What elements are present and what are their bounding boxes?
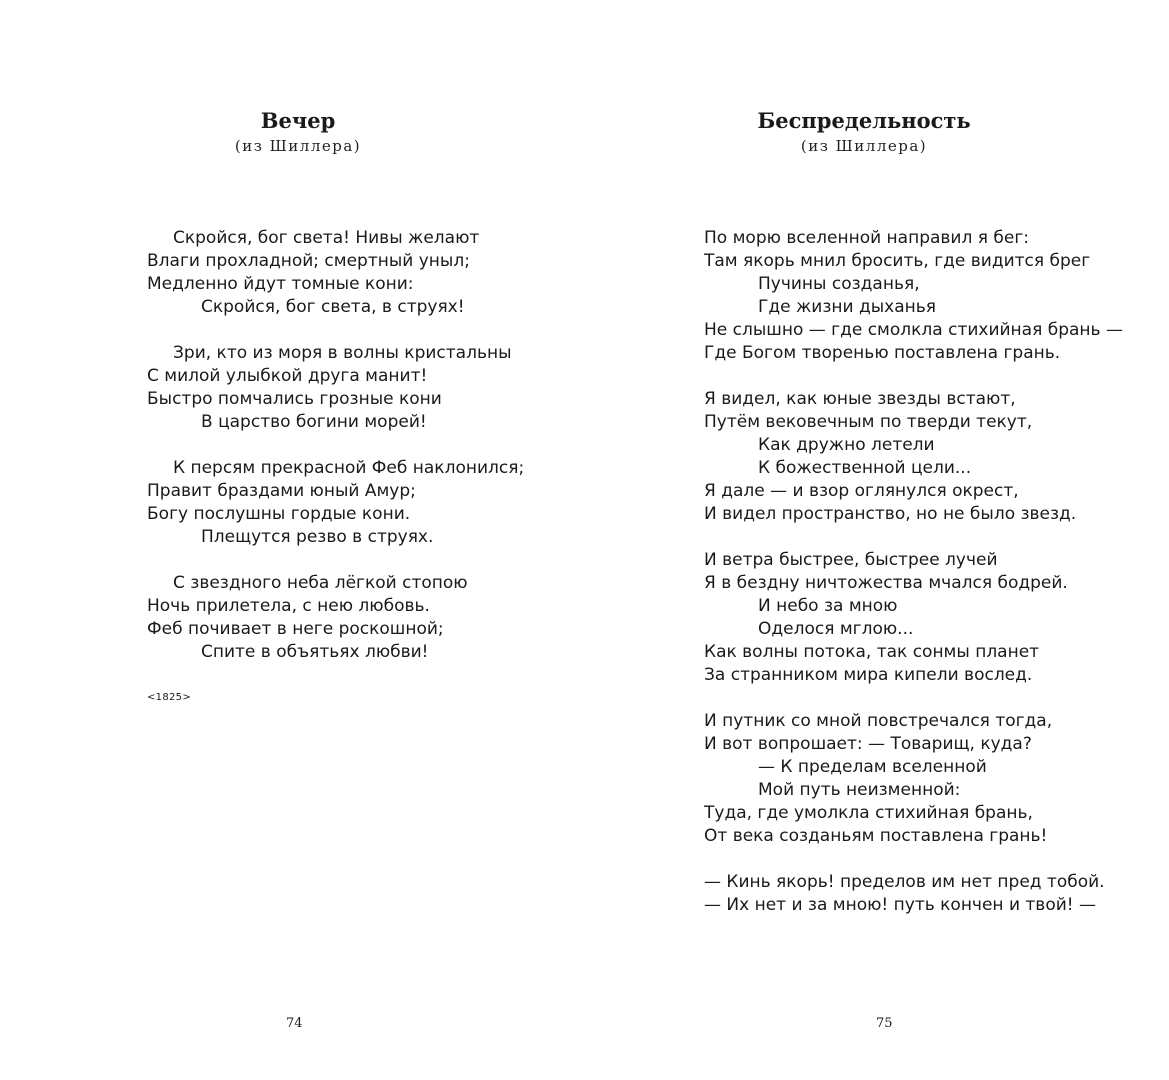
poem-line: Оделося мглою... (758, 619, 914, 639)
poem-line: Спите в объятьях любви! (201, 642, 429, 662)
poem-line: К божественной цели... (758, 458, 972, 478)
stanza (147, 227, 524, 319)
poem-line: Плещутся резво в струях. (201, 527, 434, 547)
poem-line: Скройся, бог света! Нивы желают (173, 228, 480, 248)
page-number: 74 (286, 1016, 303, 1031)
poem-line: Я дале — и взор оглянулся окрест, (704, 481, 1019, 501)
stanza (147, 457, 524, 549)
poem-line: Богу послушны гордые кони. (147, 504, 411, 524)
poem-line: Как волны потока, так сонмы планет (704, 642, 1040, 662)
poem-subtitle: (из Шиллера) (800, 137, 928, 155)
poem-line: С звездного неба лёгкой стопою (173, 573, 468, 593)
poem-line: — К пределам вселенной (758, 757, 987, 777)
poem-line: К персям прекрасной Феб наклонился; (173, 458, 525, 478)
stanza (704, 549, 1123, 687)
page-number: 75 (876, 1016, 893, 1031)
poem-line: Я видел, как юные звезды встают, (704, 389, 1016, 409)
poem-line: За странником мира кипели вослед. (704, 665, 1033, 685)
poem-body (704, 227, 1123, 940)
stanza (704, 871, 1123, 917)
poem-line: По морю вселенной направил я бег: (704, 228, 1029, 248)
stanza (704, 227, 1123, 365)
stanza (704, 710, 1123, 848)
poem-line: — Их нет и за мною! путь кончен и твой! — (704, 895, 1096, 915)
poem-line: С милой улыбкой друга манит! (147, 366, 428, 386)
poem-title: Вечер (260, 108, 336, 133)
right-page (584, 0, 1169, 1080)
poem-line: От века созданьям поставлена грань! (704, 826, 1048, 846)
poem-body (147, 227, 524, 687)
poem-line: Там якорь мнил бросить, где видится брег (704, 251, 1091, 271)
stanza (704, 388, 1123, 526)
poem-line: И вот вопрошает: — Товарищ, куда? (704, 734, 1032, 754)
poem-line: Пучины созданья, (758, 274, 920, 294)
stanza (147, 572, 524, 664)
poem-line: Правит браздами юный Амур; (147, 481, 416, 501)
poem-line: Как дружно летели (758, 435, 935, 455)
stanza (147, 342, 524, 434)
poem-line: Медленно йдут томные кони: (147, 274, 414, 294)
poem-line: В царство богини морей! (201, 412, 427, 432)
poem-line: Зри, кто из моря в волны кристальны (173, 343, 512, 363)
poem-line: Ночь прилетела, с нею любовь. (147, 596, 430, 616)
poem-line: Где Богом творенью поставлена грань. (704, 343, 1061, 363)
poem-title: Беспредельность (757, 108, 971, 133)
poem-line: Мой путь неизменной: (758, 780, 961, 800)
poem-subtitle: (из Шиллера) (234, 137, 362, 155)
poem-line: И ветра быстрее, быстрее лучей (704, 550, 998, 570)
poem-line: Путём вековечным по тверди текут, (704, 412, 1033, 432)
poem-line: Влаги прохладной; смертный уныл; (147, 251, 470, 271)
poem-line: Не слышно — где смолкла стихийная брань — (704, 320, 1123, 340)
poem-date: <1825> (147, 692, 192, 703)
poem-line: Быстро помчались грозные кони (147, 389, 442, 409)
poem-line: Туда, где умолкла стихийная брань, (704, 803, 1033, 823)
poem-line: И небо за мною (758, 596, 898, 616)
poem-line: Скройся, бог света, в струях! (201, 297, 465, 317)
left-page (0, 0, 584, 1080)
poem-line: И видел пространство, но не было звезд. (704, 504, 1077, 524)
poem-line: Где жизни дыханья (758, 297, 936, 317)
poem-line: И путник со мной повстречался тогда, (704, 711, 1053, 731)
poem-line: Я в бездну ничтожества мчался бодрей. (704, 573, 1068, 593)
poem-line: — Кинь якорь! пределов им нет пред тобой. (704, 872, 1105, 892)
poem-line: Феб почивает в неге роскошной; (147, 619, 444, 639)
